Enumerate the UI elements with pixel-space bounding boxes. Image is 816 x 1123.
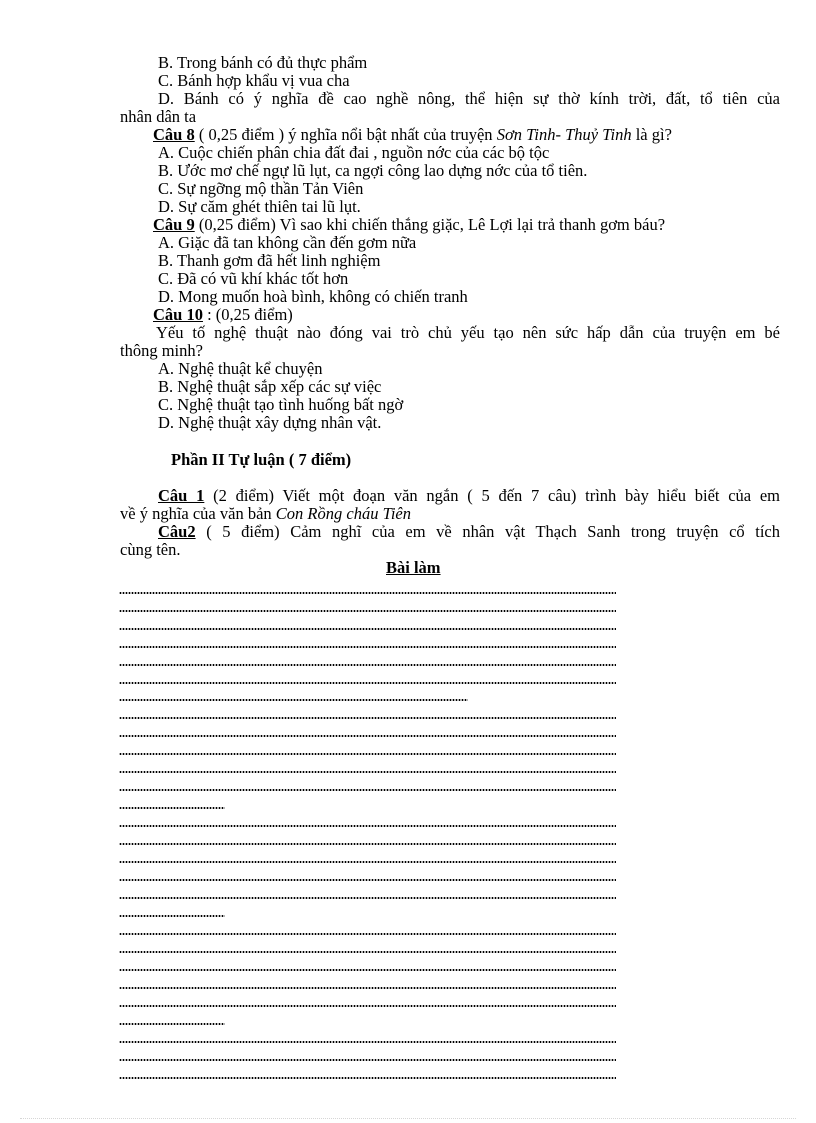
answer-line [119, 1041, 616, 1043]
answer-line [119, 933, 616, 935]
q9-option-d: D. Mong muốn hoà bình, không có chiến tranh [158, 287, 468, 306]
q9-option-c: C. Đã có vũ khí khác tốt hơn [158, 269, 349, 288]
q8-option-b: B. Ước mơ chế ngự lũ lụt, ca ngợi công lao dựng nớc của tổ tiên. [158, 161, 588, 180]
essay-q1-text: (2 điểm) Viết một đoạn văn ngắn ( 5 đến 7 câu) trình bày hiểu biết của em [204, 486, 781, 505]
answer-line [119, 951, 616, 953]
q8-text-after: là gì? [631, 125, 672, 144]
answer-line [119, 861, 616, 863]
essay-q1-text2: về ý nghĩa của văn bản [120, 504, 276, 523]
q7-option-c: C. Bánh hợp khẩu vị vua cha [158, 71, 350, 90]
essay-q1-label-wrap [120, 486, 204, 505]
answer-line [119, 699, 468, 701]
q10-points: : (0,25 điểm) [202, 305, 293, 324]
essay-q2-line2: cùng tên. [120, 540, 181, 559]
q8-story-title: Sơn Tinh- Thuỷ Tinh [496, 125, 632, 144]
q10-option-c: C. Nghệ thuật tạo tình huống bất ngờ [158, 395, 404, 414]
q9-option-a: A. Giặc đã tan không cần đến gơm nữa [158, 233, 417, 252]
answer-line [119, 825, 616, 827]
q7-option-b: B. Trong bánh có đủ thực phẩm [158, 53, 368, 72]
q8-option-d: D. Sự căm ghét thiên tai lũ lụt. [158, 197, 361, 216]
answer-line [119, 987, 616, 989]
answer-line [119, 879, 616, 881]
answer-line [119, 664, 616, 666]
answer-heading: Bài làm [386, 558, 441, 577]
answer-line [119, 646, 616, 648]
q10-question-line2: thông minh? [120, 341, 203, 360]
q10-question-text: Yếu tố nghệ thuật nào đóng vai trò chủ yếu tạo nên sức hấp dẫn của truyện em bé [156, 323, 780, 342]
answer-line [119, 717, 616, 719]
answer-line [119, 592, 616, 594]
q8-label: Câu 8 [153, 125, 195, 144]
answer-line [119, 753, 616, 755]
q7-option-d-line2: nhân dân ta [120, 107, 197, 126]
answer-line [119, 969, 616, 971]
answer-line [119, 735, 616, 737]
q7-option-d-text: D. Bánh có ý nghĩa đề cao nghề nông, thể hiện sự thờ kính trời, đất, tổ tiên của [158, 89, 780, 108]
q8-option-c: C. Sự ngỡng mộ thần Tản Viên [158, 179, 364, 198]
answer-line [119, 1059, 616, 1061]
essay-q2-label-wrap [120, 522, 196, 541]
essay-q2-text: ( 5 điểm) Cảm nghĩ của em về nhân vật Thạch Sanh trong truyện cổ tích [195, 522, 780, 541]
answer-line [119, 682, 616, 684]
answer-line [119, 897, 616, 899]
q9-option-b: B. Thanh gơm đã hết linh nghiệm [158, 251, 381, 270]
q10-option-d: D. Nghệ thuật xây dựng nhân vật. [158, 413, 382, 432]
answer-line [119, 610, 616, 612]
essay-q2-label: Câu2 [158, 522, 196, 541]
q9-question [153, 216, 665, 234]
q8-text-before: ( 0,25 điểm ) ý nghĩa nổi bật nhất của truyện [194, 125, 497, 144]
part2-heading: Phần II Tự luận ( 7 điểm) [171, 450, 352, 469]
q7-option-d-line1 [120, 90, 780, 108]
essay-q1-work-title: Con Rồng cháu Tiên [275, 504, 411, 523]
q10-label: Câu 10 [153, 305, 203, 324]
q10-header [153, 306, 293, 324]
q8-question [153, 126, 672, 144]
q10-option-a: A. Nghệ thuật kể chuyện [158, 359, 323, 378]
answer-line [119, 628, 616, 630]
q10-option-b: B. Nghệ thuật sắp xếp các sự việc [158, 377, 382, 396]
essay-q1-line1 [120, 487, 780, 505]
q8-option-a: A. Cuộc chiến phân chia đất đai , nguồn nớc của các bộ tộc [158, 143, 550, 162]
answer-line [119, 915, 225, 917]
page-bottom-border [20, 1118, 796, 1120]
q9-text: (0,25 điểm) Vì sao khi chiến thắng giặc, Lê Lợi lại trả thanh gơm báu? [194, 215, 666, 234]
answer-line [119, 1005, 616, 1007]
essay-q1-label: Câu 1 [158, 486, 205, 505]
answer-line [119, 1077, 616, 1079]
answer-line [119, 807, 225, 809]
essay-q2-line1 [120, 523, 780, 541]
q9-label: Câu 9 [153, 215, 195, 234]
answer-line [119, 771, 616, 773]
answer-line [119, 789, 616, 791]
q10-question-line1 [120, 324, 780, 342]
essay-q1-line2 [120, 505, 411, 523]
answer-line [119, 843, 616, 845]
answer-line [119, 1023, 225, 1025]
